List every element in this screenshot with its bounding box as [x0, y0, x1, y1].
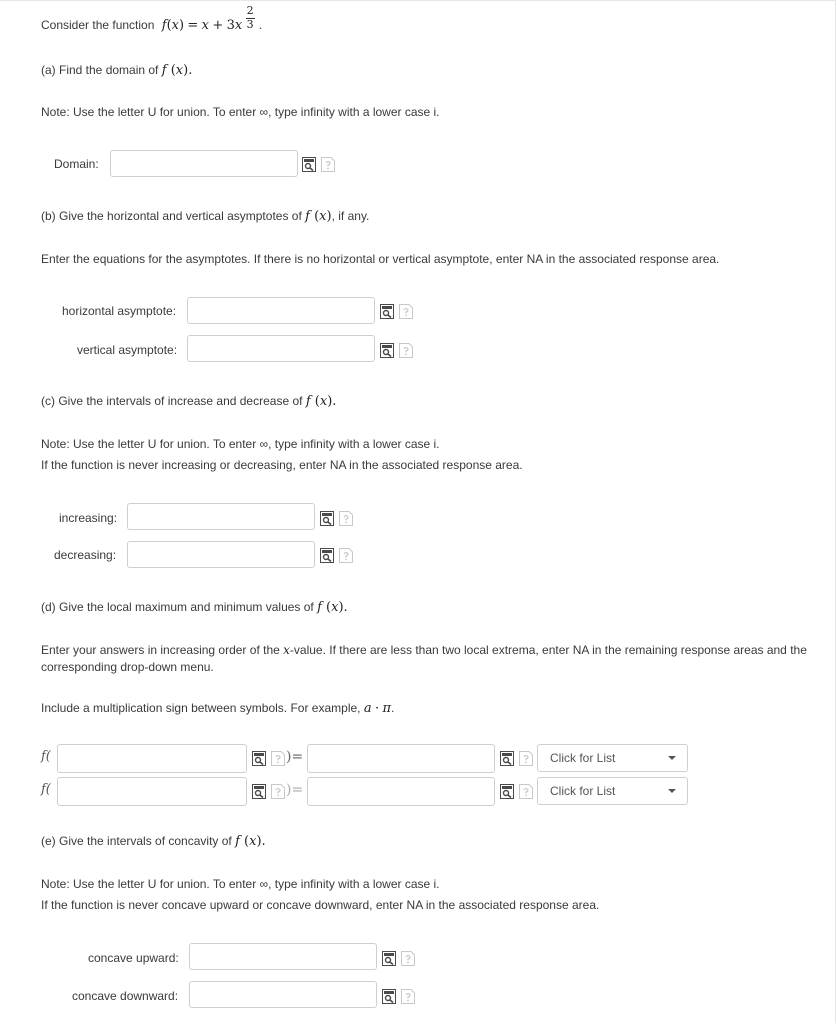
preview-icon[interactable] — [252, 751, 266, 766]
part-b-title-suffix: , if any. — [331, 209, 370, 223]
help-icon[interactable] — [321, 157, 335, 172]
part-d-title-text: (d) Give the local maximum and minimum values of — [41, 600, 314, 614]
row2-f-prefix: f( — [41, 782, 51, 797]
preview-icon[interactable] — [252, 784, 266, 799]
part-d-instructions — [41, 642, 816, 676]
preview-icon[interactable] — [500, 751, 514, 766]
help-icon[interactable] — [399, 304, 413, 319]
part-a-title-text: (a) Find the domain of — [41, 63, 159, 77]
preview-icon[interactable] — [380, 304, 394, 319]
part-e-title-text: (e) Give the intervals of concavity of — [41, 834, 232, 848]
mult-note-text: Include a multiplication sign between symbols. For example, — [41, 701, 361, 715]
part-c-note1: Note: Use the letter U for union. To enter ∞, type infinity with a lower case i. — [41, 437, 440, 451]
part-e-title: (e) Give the intervals of concavity of f (x). — [41, 834, 266, 849]
part-e-note2: If the function is never concave upward or concave downward, enter NA in the associated response area. — [41, 898, 600, 912]
mult-example-dot: · — [374, 701, 380, 716]
help-icon[interactable] — [519, 784, 533, 799]
help-icon[interactable] — [399, 343, 413, 358]
concave-upward-label: concave upward: — [88, 951, 179, 965]
concave-downward-label: concave downward: — [72, 989, 179, 1003]
preview-icon[interactable] — [500, 784, 514, 799]
part-c-title: (c) Give the intervals of increase and decrease of f (x). — [41, 394, 337, 409]
row1-f-prefix: f( — [41, 749, 51, 764]
intro-x2: x — [201, 18, 209, 33]
row1-dropdown-label: Click for List — [550, 751, 616, 765]
part-a-title: (a) Find the domain of f (x). — [41, 63, 193, 78]
help-icon[interactable] — [401, 951, 415, 966]
part-e-note1: Note: Use the letter U for union. To enter ∞, type infinity with a lower case i. — [41, 877, 440, 891]
row1-x-input[interactable] — [57, 744, 247, 773]
part-d-instructions-2: -value. If there are less than two local extrema, enter NA in the remaining response areas and the corresponding drop-down menu. — [41, 643, 807, 674]
horizontal-asymptote-input[interactable] — [187, 297, 375, 324]
chevron-down-icon — [668, 789, 676, 793]
decreasing-input[interactable] — [127, 541, 315, 568]
domain-input[interactable] — [110, 150, 298, 177]
row2-dropdown-label: Click for List — [550, 784, 616, 798]
row1-extremum-dropdown[interactable] — [537, 744, 688, 772]
preview-icon[interactable] — [382, 989, 396, 1004]
intro-plus: + — [212, 18, 224, 33]
intro-line: Consider the function f(x) = x + 3x $\frac{2}{3}$ . — [41, 4, 263, 33]
part-d-title: (d) Give the local maximum and minimum values of f (x). — [41, 600, 348, 615]
part-c-title-text: (c) Give the intervals of increase and decrease of — [41, 394, 303, 408]
exponent-denominator: 3 — [246, 18, 254, 31]
row1-close-equals: )= — [286, 749, 304, 765]
exponent-numerator: 2 — [246, 4, 254, 17]
vertical-asymptote-label: vertical asymptote: — [77, 343, 178, 357]
part-d-instructions-1: Enter your answers in increasing order of the — [41, 643, 280, 657]
help-icon[interactable] — [271, 751, 285, 766]
part-c-note2: If the function is never increasing or decreasing, enter NA in the associated response area. — [41, 458, 523, 472]
part-b-title-text: (b) Give the horizontal and vertical asymptotes of — [41, 209, 302, 223]
intro-period: . — [258, 18, 263, 32]
decreasing-label: decreasing: — [54, 548, 117, 562]
domain-label: Domain: — [54, 157, 99, 171]
part-d-mult-note: Include a multiplication sign between symbols. For example, a · π. — [41, 701, 395, 716]
chevron-down-icon — [668, 756, 676, 760]
row1-y-input[interactable] — [307, 744, 495, 773]
mult-example-pi: π — [382, 701, 391, 716]
intro-text: Consider the function — [41, 18, 155, 32]
preview-icon[interactable] — [382, 951, 396, 966]
increasing-input[interactable] — [127, 503, 315, 530]
row2-extremum-dropdown[interactable] — [537, 777, 688, 805]
help-icon[interactable] — [401, 989, 415, 1004]
concave-upward-input[interactable] — [189, 943, 377, 970]
preview-icon[interactable] — [320, 548, 334, 563]
help-icon[interactable] — [271, 784, 285, 799]
preview-icon[interactable] — [320, 511, 334, 526]
intro-f: f — [161, 18, 167, 33]
row2-y-input[interactable] — [307, 777, 495, 806]
part-a-note: Note: Use the letter U for union. To enter ∞, type infinity with a lower case i. — [41, 105, 440, 119]
intro-x: x — [171, 18, 179, 33]
preview-icon[interactable] — [380, 343, 394, 358]
intro-x3: x — [234, 18, 243, 33]
row2-close-equals: )= — [286, 782, 304, 798]
horizontal-asymptote-label: horizontal asymptote: — [62, 304, 177, 318]
increasing-label: increasing: — [59, 511, 118, 525]
exponent-fraction — [246, 4, 256, 33]
help-icon[interactable] — [339, 511, 353, 526]
concave-downward-input[interactable] — [189, 981, 377, 1008]
preview-icon[interactable] — [302, 157, 316, 172]
vertical-asymptote-input[interactable] — [187, 335, 375, 362]
help-icon[interactable] — [339, 548, 353, 563]
part-b-title: (b) Give the horizontal and vertical asymptotes of f (x), if any. — [41, 209, 370, 224]
mult-example-a: a — [363, 701, 372, 716]
help-icon[interactable] — [519, 751, 533, 766]
row2-x-input[interactable] — [57, 777, 247, 806]
part-d-instructions-var: x — [283, 643, 290, 657]
part-b-instructions: Enter the equations for the asymptotes. If there is no horizontal or vertical asymptote, enter NA in the associated response area. — [41, 252, 720, 266]
intro-coef: 3 — [226, 18, 235, 33]
